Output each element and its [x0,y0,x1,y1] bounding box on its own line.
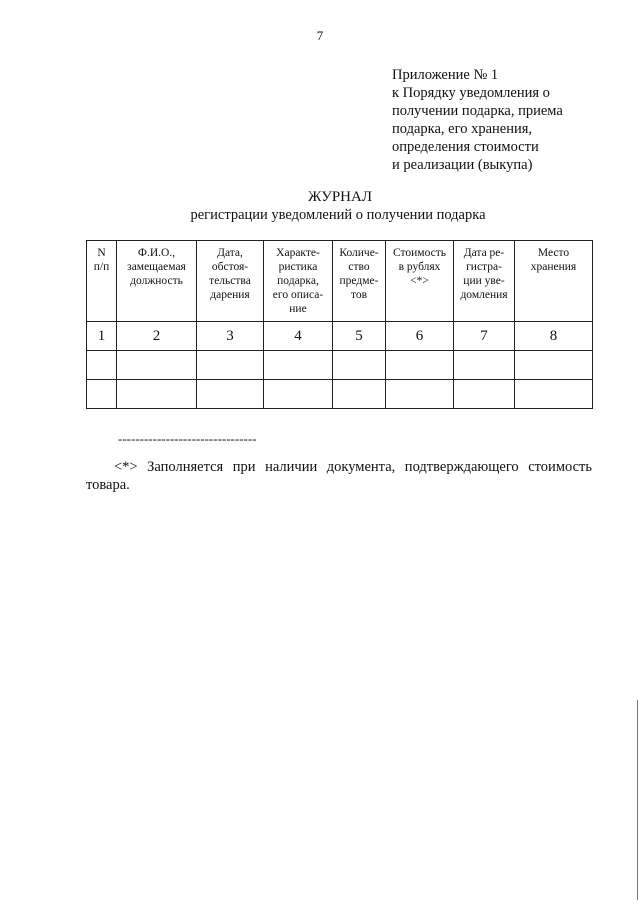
column-header-date-circumstances: Дата, обстоя- тельства дарения [197,241,264,322]
journal-subtitle: регистрации уведомлений о получении подарка [190,207,486,223]
column-header-registration-date: Дата ре- гистра- ции уве- домления [454,241,515,322]
empty-cell [333,351,386,380]
column-header-quantity: Количе- ство предме- тов [333,241,386,322]
register-table [86,240,593,409]
appendix-line: и реализации (выкупа) [392,157,533,173]
column-number: 3 [197,322,264,351]
appendix-line: подарка, его хранения, [392,121,533,137]
column-number: 4 [264,322,333,351]
column-number: 2 [117,322,197,351]
empty-cell [197,351,264,380]
column-number: 5 [333,322,386,351]
column-number: 8 [515,322,593,351]
empty-cell [333,380,386,409]
table-header-row [87,241,593,322]
page-number: 7 [316,28,324,43]
empty-cell [386,351,454,380]
scan-edge-line [637,700,638,900]
appendix-line: определения стоимости [392,139,539,155]
column-header-cost: Стоимость в рублях <*> [386,241,454,322]
column-header-number: N п/п [87,241,117,322]
column-number: 6 [386,322,454,351]
column-number: 7 [454,322,515,351]
footnote-text: <*> Заполняется при наличии документа, подтверждающего стоимость товара. [86,459,592,493]
column-header-name-position: Ф.И.О., замещаемая должность [117,241,197,322]
journal-title: ЖУРНАЛ [307,189,373,205]
appendix-note [392,66,622,174]
empty-cell [117,380,197,409]
empty-cell [87,380,117,409]
empty-cell [454,351,515,380]
column-number-row [87,322,593,351]
empty-cell [386,380,454,409]
table-row [87,380,593,409]
column-number: 1 [87,322,117,351]
empty-cell [454,380,515,409]
column-header-storage-place: Место хранения [515,241,593,322]
appendix-line: к Порядку уведомления о [392,85,550,101]
empty-cell [117,351,197,380]
appendix-line: получении подарка, приема [392,103,563,119]
empty-cell [515,380,593,409]
footnote-separator: -------------------------------- [118,431,257,446]
empty-cell [264,380,333,409]
column-header-gift-description: Характе- ристика подарка, его описа- ние [264,241,333,322]
table-row [87,351,593,380]
appendix-line: Приложение № 1 [392,67,499,83]
empty-cell [197,380,264,409]
empty-cell [264,351,333,380]
empty-cell [87,351,117,380]
empty-cell [515,351,593,380]
